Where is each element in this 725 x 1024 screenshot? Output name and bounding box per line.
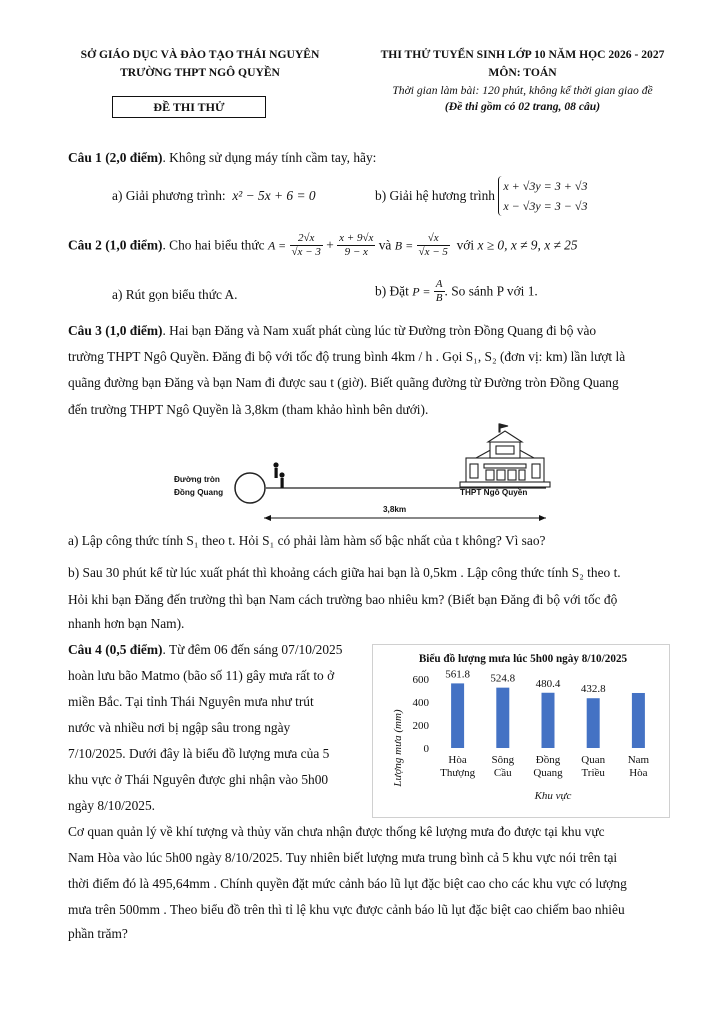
- q4-line7: ngày 8/10/2025.: [68, 798, 156, 813]
- chart-y-tick-600: 600: [412, 674, 429, 686]
- chart-category-label-3-2: Quang: [533, 767, 563, 779]
- end-label: THPT Ngô Quyền: [460, 488, 528, 497]
- school-department: SỞ GIÁO DỤC VÀ ĐÀO TẠO THÁI NGUYÊN: [80, 48, 320, 61]
- chart-data-label-1: 561.8: [445, 668, 470, 681]
- q4-line1-text: . Từ đêm 06 đến sáng 07/10/2025: [162, 642, 343, 657]
- roundabout-icon: [235, 473, 265, 503]
- chart-category-label-4-1: Quan: [581, 754, 606, 766]
- exam-pages: (Đề thi gồm có 02 trang, 08 câu): [444, 100, 601, 113]
- arrow-head-right: [539, 515, 546, 521]
- chart-category-label-5-1: Nam: [627, 754, 650, 766]
- q2-intro-text: . Cho hai biểu thức: [162, 237, 265, 253]
- q4-para1: Cơ quan quản lý về khí tượng và thủy văn chưa nhận được thống kê lượng mưa đo được tại khu vực: [68, 824, 605, 839]
- q4-para5: phần trăm?: [68, 926, 128, 941]
- q2-B-fraction: $\frac{√x}{√x - 5}$: [418, 232, 448, 258]
- q1-intro: [68, 149, 376, 167]
- exam-subject: MÔN: TOÁN: [488, 66, 557, 79]
- rainfall-chart-frame: [372, 644, 670, 818]
- q4-para3: thời điểm đó là 495,64mm . Chính quyền đặt mức cảnh báo lũ lụt đặc biệt cao cho các khu vực có lượng: [68, 876, 627, 891]
- chart-data-label-4: 432.8: [580, 683, 606, 696]
- school-building-icon: [460, 424, 550, 487]
- q1-b-eq1: x + √3y = 3 + √3: [503, 179, 588, 193]
- chart-category-label-2-2: Cầu: [493, 767, 512, 779]
- q1-b-label: b) Giải hệ hương trình: [375, 188, 495, 203]
- q3-line1: [68, 322, 596, 340]
- q1-intro-text: . Không sử dụng máy tính cầm tay, hãy:: [162, 150, 377, 165]
- q3-route-figure: [170, 420, 570, 526]
- q3-line3: quãng đường bạn Đăng và bạn Nam đi được sau t (giờ). Biết quãng đường từ Đường tròn Đồng Quang: [68, 375, 619, 390]
- chart-y-tick-200: 200: [412, 720, 429, 732]
- q2-plus: +: [326, 237, 334, 253]
- q3-line1-text: . Hai bạn Đăng và Nam xuất phát cùng lúc từ Đường tròn Đồng Quang đi bộ vào: [162, 323, 597, 338]
- chart-bar-5: [632, 693, 645, 748]
- chart-y-tick-400: 400: [412, 697, 429, 709]
- exam-time: Thời gian làm bài: 120 phút, không kể thời gian giao đề: [392, 84, 653, 97]
- q2-b-pre: b) Đặt: [375, 283, 409, 299]
- q3-title: Câu 3 (1,0 điểm): [68, 323, 163, 338]
- school-name: TRƯỜNG THPT NGÔ QUYỀN: [120, 66, 280, 79]
- q2-title: Câu 2 (1,0 điểm): [68, 237, 163, 253]
- q2-and: và: [378, 237, 392, 253]
- q4-para2: Nam Hòa vào lúc 5h00 ngày 8/10/2025. Tuy nhiên biết lượng mưa trung bình cả 5 khu vực nói trên tại: [68, 850, 618, 865]
- q2-condition: x ≥ 0, x ≠ 9, x ≠ 25: [477, 237, 578, 253]
- q3-line4: đến trường THPT Ngô Quyền là 3,8km (tham khảo hình bên dưới).: [68, 402, 429, 417]
- q4-line6: khu vực ở Thái Nguyên được ghi nhận vào 5h00: [68, 772, 329, 787]
- rainfall-chart: [373, 645, 669, 817]
- q1-b-eq2: x − √3y = 3 − √3: [503, 199, 588, 213]
- arrow-head-left: [264, 515, 271, 521]
- q2-a: a) Rút gọn biểu thức A.: [112, 287, 238, 302]
- q4-line5: 7/10/2025. Dưới đây là biểu đồ lượng mưa của 5: [68, 746, 330, 761]
- q3-b-line2: Hỏi khi bạn Đăng đến trường thì bạn Nam cách trường bao nhiêu km? (Biết bạn Đăng đi bộ với tốc độ: [68, 592, 618, 607]
- q3-b-line1: b) Sau 30 phút kể từ lúc xuất phát thì khoảng cách giữa hai bạn là 0,5km . Lập công thức tính S₂ theo t.: [68, 565, 621, 580]
- q1-a: [112, 187, 316, 205]
- q2-A-fraction-1: $\frac{2√x}{√x - 3}$: [291, 232, 321, 258]
- distance-label: 3,8km: [383, 505, 407, 514]
- chart-category-label-3-1: Đồng: [535, 754, 561, 766]
- q2-A-fraction-2: $\frac{x + 9√x}{9 - x}$: [339, 232, 374, 258]
- exam-title: THI THỬ TUYỂN SINH LỚP 10 NĂM HỌC 2026 - 2027: [380, 48, 665, 61]
- chart-data-label-2: 524.8: [490, 672, 516, 685]
- q3-b-line3: nhanh hơn bạn Nam).: [68, 616, 185, 631]
- q4-line2: hoàn lưu bão Matmo (bão số 11) gây mưa rất to ở: [68, 668, 335, 683]
- q1-a-label: a) Giải phương trình:: [112, 188, 226, 203]
- q1-a-equation: x² − 5x + 6 = 0: [232, 188, 316, 203]
- q2-b: [375, 278, 538, 305]
- q2-P-name: P =: [412, 284, 431, 299]
- q3-line2: trường THPT Ngô Quyền. Đăng đi bộ với tốc độ trung bình 4km / h . Gọi S₁, S₂ (đơn vị: km) lần lượt là: [68, 349, 626, 364]
- chart-title: Biểu đồ lượng mưa lúc 5h00 ngày 8/10/2025: [418, 653, 628, 665]
- chart-category-label-1-1: Hòa: [448, 754, 467, 766]
- chart-category-label-1-2: Thượng: [440, 767, 476, 779]
- q2-cond-word: với: [456, 237, 475, 253]
- q4-title: Câu 4 (0,5 điểm): [68, 642, 163, 657]
- chart-category-label-4-2: Triều: [581, 767, 605, 779]
- q2-A-name: A =: [267, 238, 287, 253]
- chart-y-axis-label: Lượng mưa (mm): [392, 709, 404, 787]
- exam-type-box: ĐỀ THI THỬ: [112, 96, 266, 118]
- q4-line3: miền Bắc. Tại tỉnh Thái Nguyên mưa như trút: [68, 694, 314, 709]
- q2-intro: [68, 232, 578, 259]
- start-label-1: Đường tròn: [174, 475, 220, 484]
- q1-title: Câu 1 (2,0 điểm): [68, 150, 163, 165]
- q4-para4: mưa trên 500mm . Theo biểu đồ trên thì tỉ lệ khu vực được cảnh báo lũ lụt đặc biệt cao chiếm bao nhiêu: [68, 902, 625, 917]
- q1-b: [375, 176, 587, 216]
- q4-line4: nước và nhiều nơi bị ngập sâu trong ngày: [68, 720, 291, 735]
- chart-bar-3: [542, 693, 555, 748]
- chart-category-label-2-1: Sông: [491, 754, 515, 766]
- start-label-2: Đồng Quang: [174, 488, 224, 497]
- chart-x-axis-label: Khu vực: [534, 790, 572, 802]
- chart-y-tick-0: 0: [423, 743, 429, 755]
- chart-category-label-5-2: Hòa: [629, 767, 648, 779]
- walker-icon: [273, 462, 284, 488]
- q4-line1: [68, 641, 342, 659]
- q3-a: a) Lập công thức tính S₁ theo t. Hỏi S₁ có phải làm hàm số bậc nhất của t không? Vì sao?: [68, 533, 546, 548]
- chart-bar-1: [451, 683, 464, 748]
- chart-bar-4: [587, 698, 600, 748]
- q1-b-system: [498, 176, 587, 216]
- q2-B-name: B =: [394, 238, 414, 253]
- q2-P-fraction: $\frac{A}{B}$: [435, 278, 443, 304]
- q2-b-post: . So sánh P với 1.: [444, 283, 538, 299]
- chart-bar-2: [496, 688, 509, 748]
- chart-data-label-3: 480.4: [535, 677, 561, 690]
